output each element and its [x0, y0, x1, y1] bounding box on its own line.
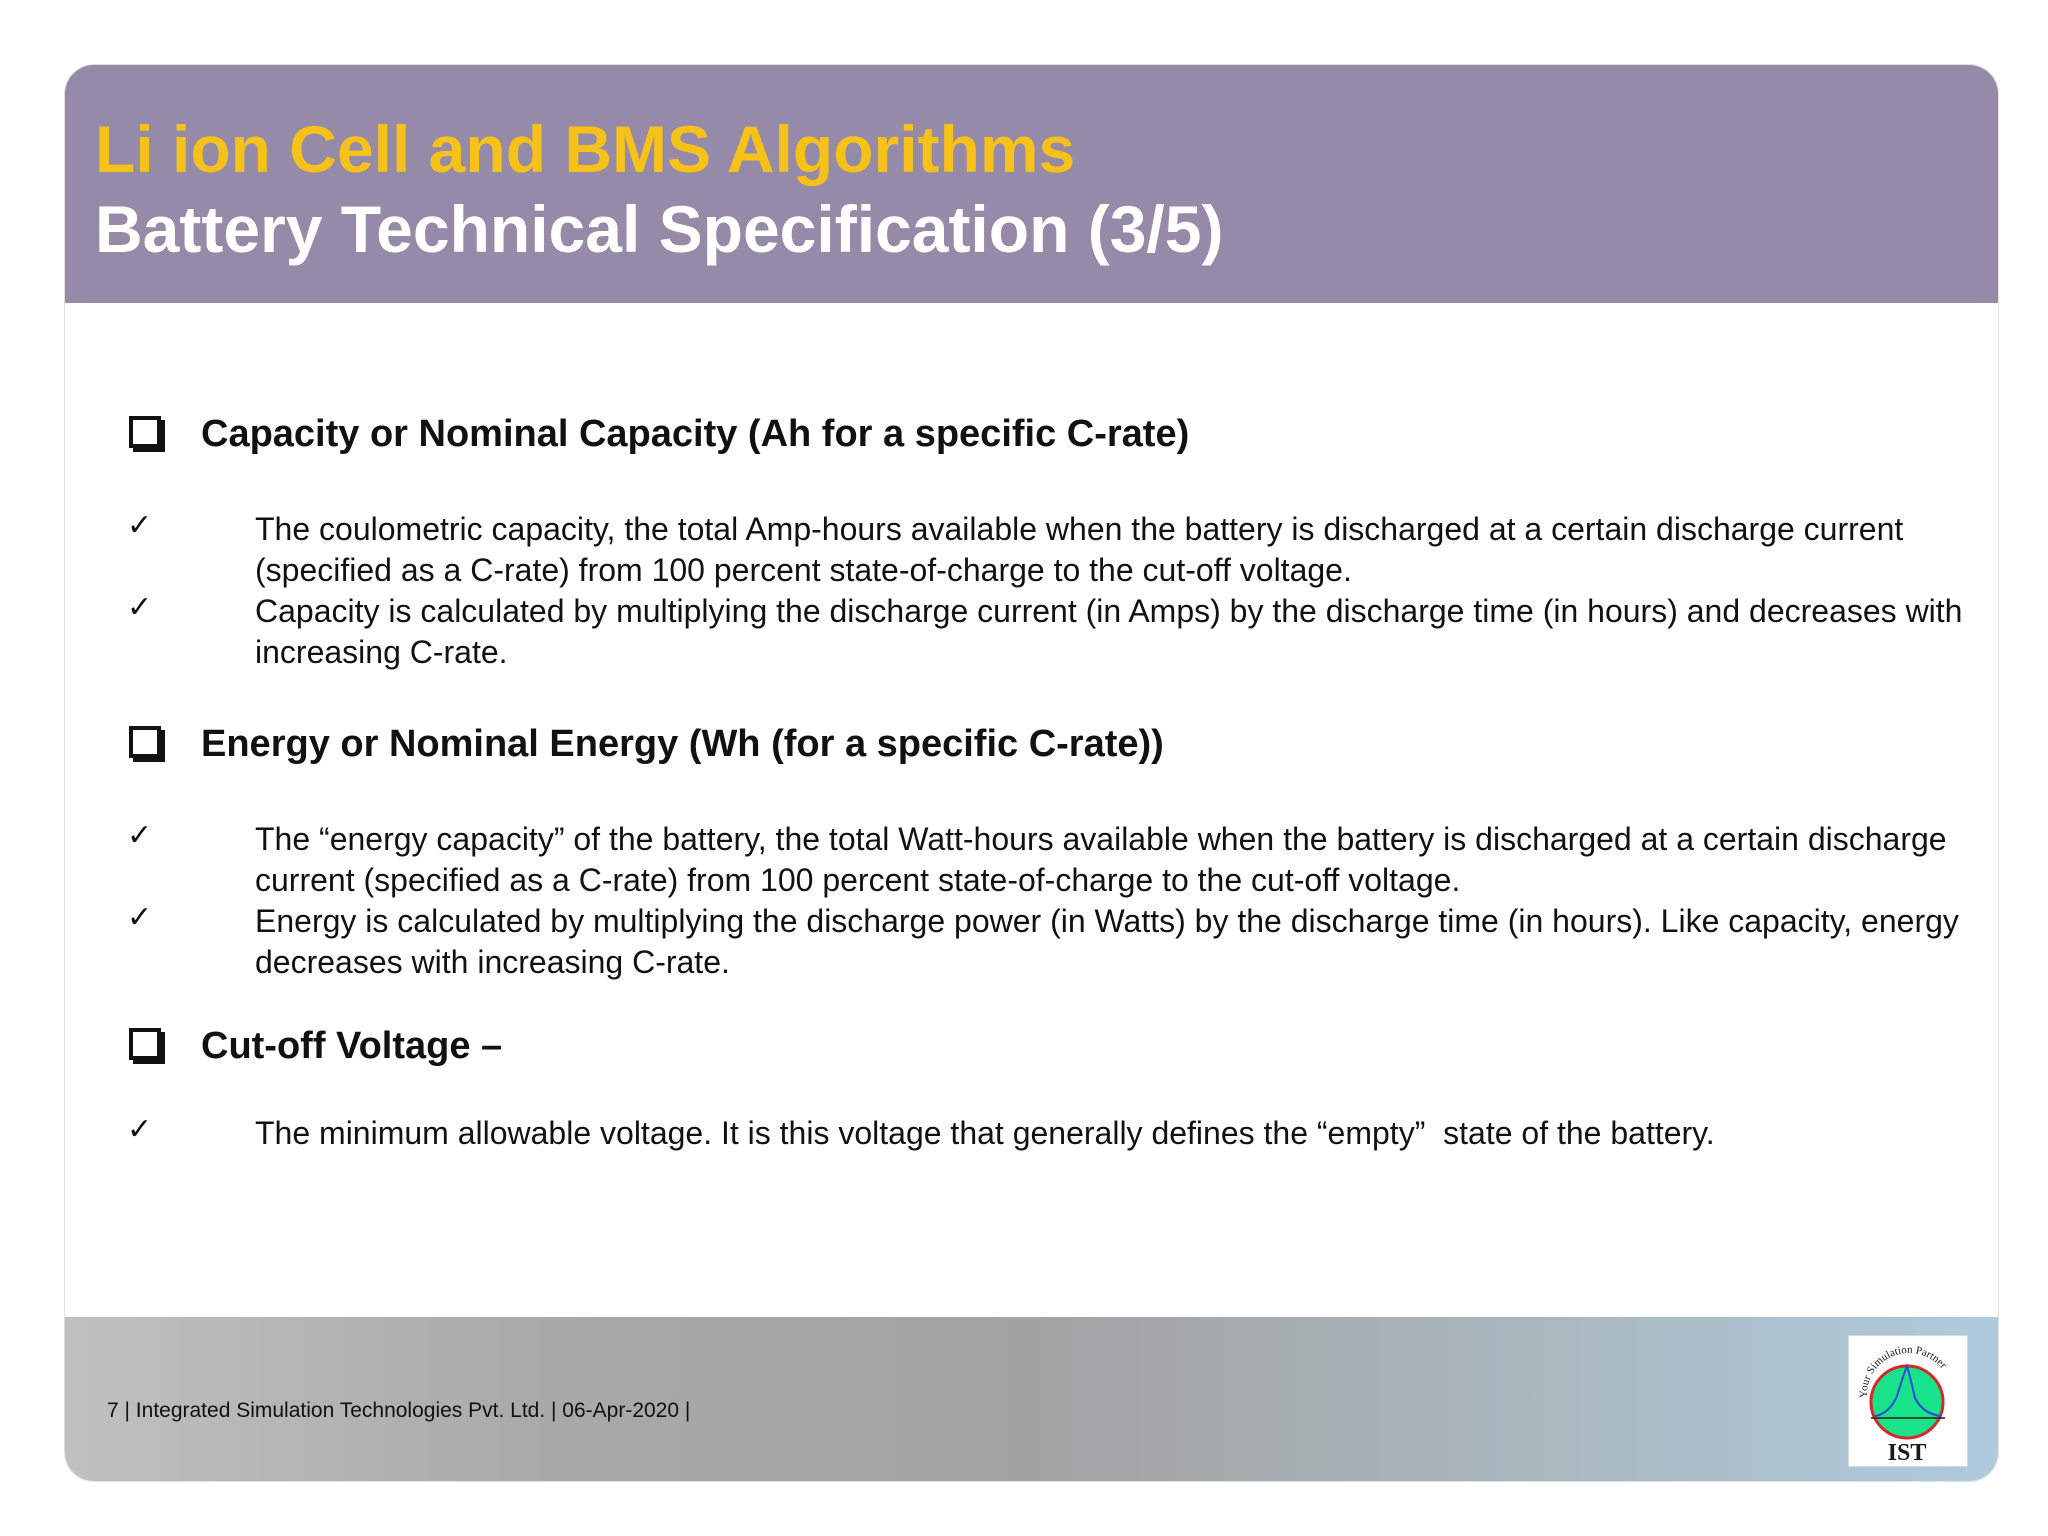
checkbox-icon [129, 726, 161, 758]
slide [64, 64, 1999, 1482]
checkbox-icon [129, 416, 161, 448]
bullet-text: Energy is calculated by multiplying the discharge power (in Watts) by the discharge time (in hours). Like capacity, energy decreases with increasing C-rate. [255, 903, 1968, 980]
bullet-text: The coulometric capacity, the total Amp-hours available when the battery is discharged at a certain discharge current (specified as a C-rate) from 100 percent state-of-charge to the cut-off voltage. [255, 511, 1913, 588]
section-heading-energy: Energy or Nominal Energy (Wh (for a specific C-rate)) [129, 723, 1164, 766]
bullet-text: Capacity is calculated by multiplying the discharge current (in Amps) by the discharge time (in hours) and decreases with increasing C-rate. [255, 593, 1972, 670]
slide-title: Li ion Cell and BMS Algorithms [95, 112, 1076, 186]
checkmark-icon: ✓ [127, 1112, 153, 1147]
logo-initials: IST [1887, 1440, 1927, 1466]
checkmark-icon: ✓ [127, 818, 153, 853]
slide-subtitle: Battery Technical Specification (3/5) [95, 192, 1224, 266]
ist-logo-icon [1849, 1336, 1967, 1466]
bullet-text: The minimum allowable voltage. It is this voltage that generally defines the “empty” state of the battery. [255, 1115, 1715, 1151]
checkbox-icon [129, 1028, 161, 1060]
logo-arc-text: Your Simulation Partner [1857, 1343, 1950, 1399]
slide-header [65, 65, 1998, 303]
checkmark-icon: ✓ [127, 900, 153, 935]
company-logo [1848, 1335, 1968, 1467]
bullet-text: The “energy capacity” of the battery, the total Watt-hours available when the battery is discharged at a certain discharge current (specified as a C-rate) from 100 percent state-of-charge to the cut-off voltage. [255, 821, 1956, 898]
section-heading-capacity: Capacity or Nominal Capacity (Ah for a specific C-rate) [129, 413, 1189, 456]
footer-text: 7 | Integrated Simulation Technologies Pvt. Ltd. | 06-Apr-2020 | [107, 1399, 691, 1422]
checkmark-icon: ✓ [127, 590, 153, 625]
section-heading-cutoff: Cut-off Voltage – [129, 1025, 502, 1068]
checkmark-icon: ✓ [127, 508, 153, 543]
slide-footer [65, 1317, 1998, 1481]
slide-body [65, 309, 1998, 1369]
